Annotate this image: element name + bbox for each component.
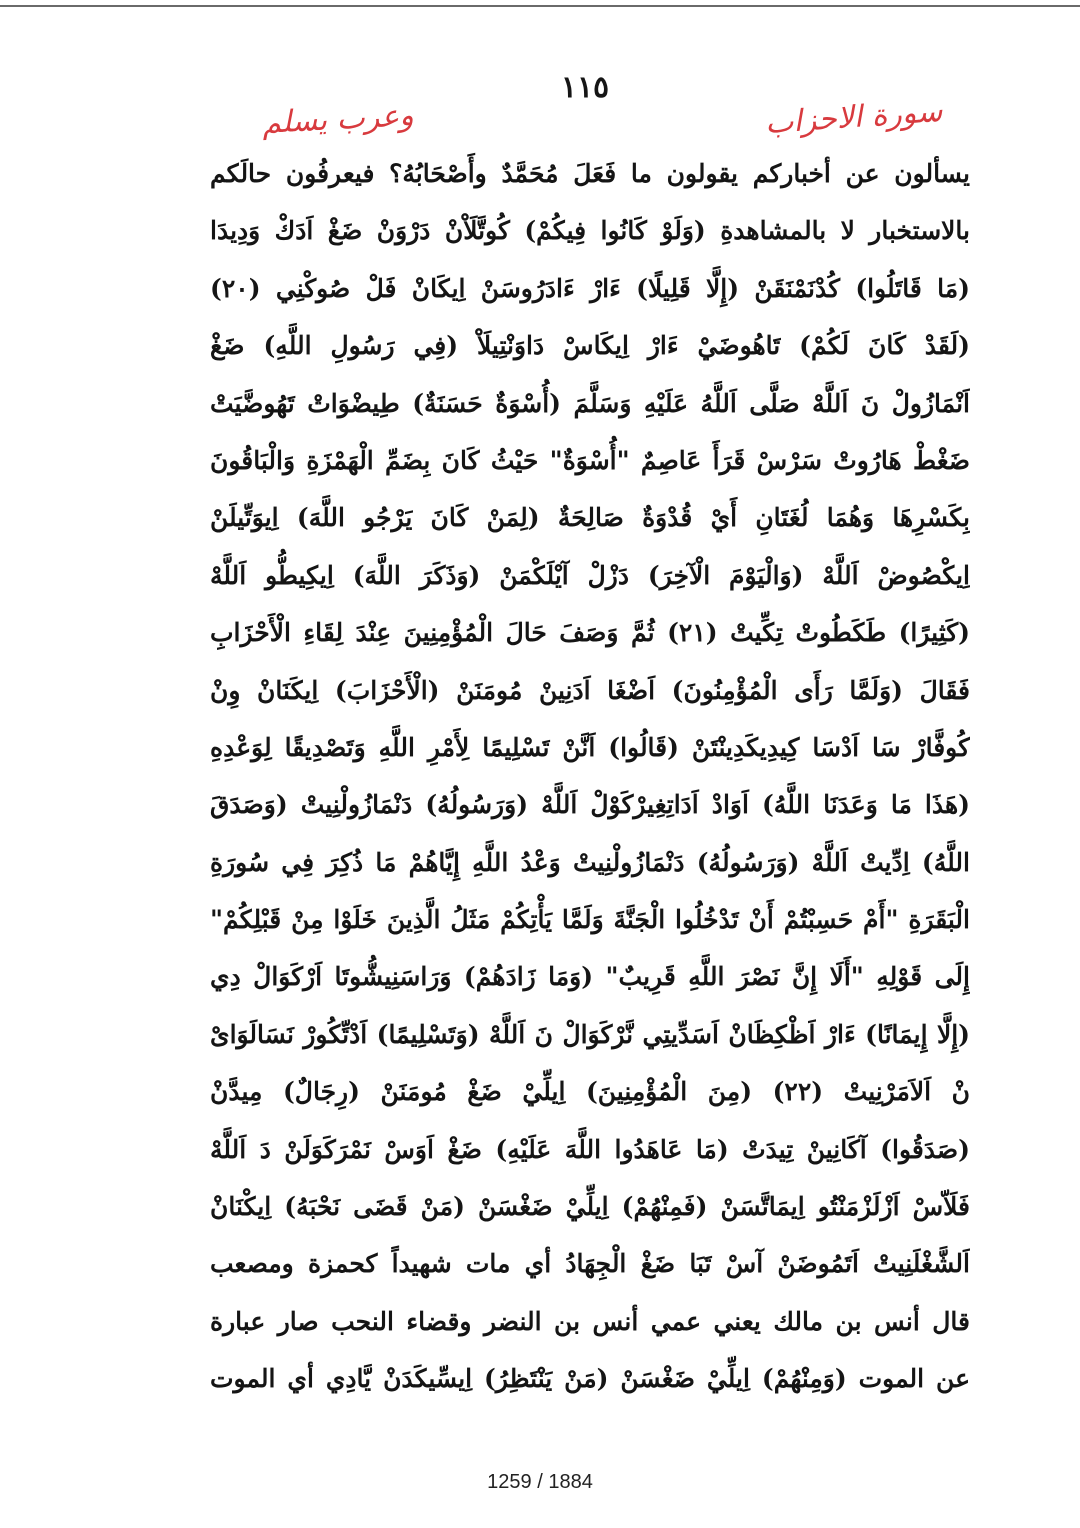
text-line: (إِلَّا إِيمَانًا) ءَارْ اَظْكِظَانْ اَسَدِّيتِي نَّرْكَوَالْ نَ اَللَّهْ (وَتَسْلِيمًا) اَدْتِّكُورْ نَسَالَوَاىْ <box>210 1019 970 1049</box>
text-line: اَلشَّغْلَنِيتْ اَتَمُوضَنْ آسْ تَبَا ضَغْ الْجِهَادُ أي مات شهيداً كحمزة ومصعب <box>210 1249 970 1279</box>
page-counter: 1259 / 1884 <box>487 1471 593 1493</box>
text-line: إِلَى قَوْلِهِ "أَلَا إِنَّ نَصْرَ اللَّهِ قَرِيبٌ" (وَمَا زَادَهُمْ) وَرَاسَنِيشُّوتَا اَرْكَوَالْ دِي <box>210 962 970 992</box>
top-border-line <box>0 5 1080 7</box>
text-line: (هَذَا مَا وَعَدَنَا اللَّهُ) اَوَادْ اَدَاتِغِيرْكَوْلْ اَللَّهْ (وَرَسُولُهُ) دَنْمَازُولْنِيتْ (وَصَدَقَ <box>210 790 970 820</box>
text-line: كُوفَّارْ سَا اَدْسَا كِيدِيكَدِينْتَنْ (قَالُوا) اَنَّنْ تَسْلِيمًا لِأَمْرِ اللَّهِ وَتَصْدِيقًا لِوَعْدِهِ <box>210 732 970 762</box>
text-line: اللَّهُ) اِدِّيتْ اَللَّهْ (وَرَسُولُهُ) دَنْمَازُولْنِيتْ وَعْدُ اللَّهِ إِيَّاهُمْ مَا ذُكِرَ فِي سُورَةِ <box>210 847 970 877</box>
text-line: فَقَالَ (وَلَمَّا رَأَى الْمُؤْمِنُونَ) اَضْغَا اَدَنِينْ مُومَنَنْ (الْأَحْزَابَ) اِيكَنَانْ وِنْ <box>210 675 970 705</box>
text-line: عن الموت (وَمِنْهُمْ) اِيلِّيْ ضَغْسَنْ (مَنْ يَنْتَظِرُ) اِيسِّيكَدَنْ يَّادِي أي الموت <box>210 1364 970 1394</box>
text-line: يسألون عن أخباركم يقولون ما فَعَلَ مُحَمَّدٌ وأَصْحَابُهُ؟ فيعرفُون حالَكم <box>210 159 970 188</box>
text-line: (مَا قَاتَلُوا) كُدْنَمْنَقَنْ (إِلَّا قَلِيلًا) ءَارْ ءَادَرُوسَنْ اِيكَانْ فَلْ صُوكْنِي (٢٠) <box>210 273 970 303</box>
text-line: قال أنس بن مالك يعني عمي أنس بن النضر وقضاء النحب صار عبارة <box>210 1306 970 1336</box>
text-line: بالاستخبار لا بالمشاهدةِ (وَلَوْ كَانُوا فِيكُمْ) كُوتَّلَاْنْ دَرْوَنْ ضَغْ اَدَكْ وَدِيدَا <box>210 216 970 246</box>
handwritten-margin-note: وعرب يسلم <box>261 98 415 141</box>
text-line: بِكَسْرِهَا وَهُمَا لُغَتَانِ أَيْ قُدْوَةٌ صَالِحَةٌ (لِمَنْ كَانَ يَرْجُو اللَّهَ) اِيوَتِّيلَنْ <box>210 503 970 533</box>
text-line: نْ اَلاَمَرْنِيتْ (٢٢) (مِنَ الْمُؤْمِنِينَ) اِيلِّيْ ضَغْ مُومَنَنْ (رِجَالٌ) مِيدَّنْ <box>210 1077 970 1107</box>
text-line: (لَقَدْ كَانَ لَكُمْ) تَاهُوضَيْ ءَارْ اِيكَاسْ دَاوَنْتِيلَاْ (فِي رَسُولِ اللَّهِ) ضَغْ <box>210 331 970 361</box>
text-line: (كَثِيرًا) طَكَطُوتْ تِكِّيتْ (٢١) ثُمَّ وَصَفَ حَالَ الْمُؤْمِنِينَ عِنْدَ لِقَاءِ الْأَحْزَابِ <box>210 618 970 648</box>
page-number: ١١٥ <box>560 70 610 105</box>
document-body <box>210 145 970 1408</box>
text-line: الْبَقَرَةِ "أَمْ حَسِبْتُمْ أَنْ تَدْخُلُوا الْجَنَّةَ وَلَمَّا يَأْتِكُمْ مَثَلُ الَّذِينَ خَلَوْا مِنْ قَبْلِكُمْ" <box>210 905 970 935</box>
text-line: ضَغْطْ هَارُوتْ سَرْسْ قَرَأَ عَاصِمٌ "أُسْوَةٌ" حَيْثُ كَانَ بِضَمِّ الْهَمْزَةِ وَالْبَاقُونَ <box>210 445 970 475</box>
text-line: فَلَاّسْ اَزْلَزْمَنْتُو اِيمَاتَّسَنْ (فَمِنْهُمْ) اِيلِّيْ ضَغْسَنْ (مَنْ قَضَى نَحْبَهُ) اِيكْنَانْ <box>210 1192 970 1222</box>
text-line: (صَدَقُوا) آكَانِينْ تِيدَتْ (مَا عَاهَدُوا اللَّهَ عَلَيْهِ) ضَغْ اَوَسْ نَمْرَكَوَلَنْ دَ اَللَّهْ <box>210 1134 970 1164</box>
text-line: اِيكْصُوضْ اَللَّهْ (وَالْيَوْمَ الْآخِرَ) دَزْلْ آيْلَكْمَنْ (وَذَكَرَ اللَّهَ) اِيكِيطُّو اَللَّهْ <box>210 560 970 590</box>
handwritten-surah-note: سورة الاحزاب <box>763 93 943 142</box>
text-line: اَنْمَازُولْ نَ اَللَّهْ صَلَّى اَللَّهُ عَلَيْهِ وَسَلَّمَ (أُسْوَةٌ حَسَنَةٌ) طِيضْوَاتْ تَهُوضَّيَتْ <box>210 388 970 418</box>
